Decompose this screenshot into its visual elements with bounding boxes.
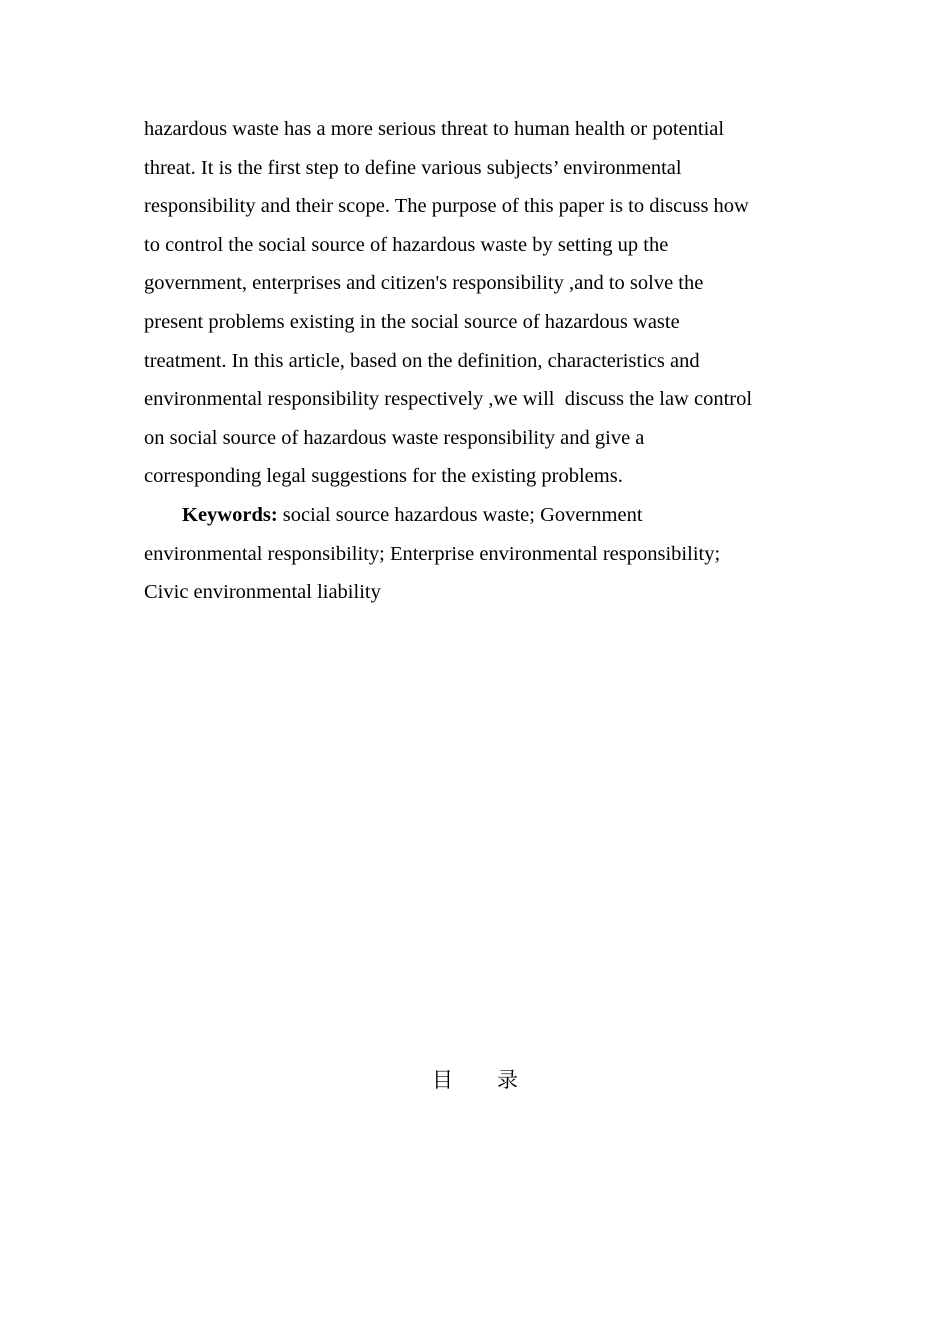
abstract-line: government, enterprises and citizen's responsibility ,and to solve the xyxy=(144,272,704,295)
keywords-line xyxy=(144,496,812,535)
abstract-line: threat. It is the first step to define various subjects’ environmental xyxy=(144,156,682,179)
toc-heading-char: 录 xyxy=(497,1068,518,1092)
abstract-line: environmental responsibility respectively ,we will discuss the law control xyxy=(144,388,753,411)
abstract-line: corresponding legal suggestions for the existing problems. xyxy=(144,465,623,488)
abstract-line: present problems existing in the social source of hazardous waste xyxy=(144,310,680,333)
abstract-line: responsibility and their scope. The purpose of this paper is to discuss how xyxy=(144,195,749,218)
abstract-line: on social source of hazardous waste responsibility and give a xyxy=(144,426,645,449)
toc-heading xyxy=(0,1061,950,1099)
abstract-line: to control the social source of hazardous waste by setting up the xyxy=(144,233,669,256)
toc-heading-char: 目 xyxy=(432,1068,453,1092)
keywords-text: social source hazardous waste; Government xyxy=(277,503,643,526)
keywords-line: environmental responsibility; Enterprise environmental responsibility; xyxy=(144,542,721,565)
keywords-line: Civic environmental liability xyxy=(144,581,381,604)
abstract-line: hazardous waste has a more serious threat to human health or potential xyxy=(144,118,725,140)
abstract-line: treatment. In this article, based on the definition, characteristics and xyxy=(144,349,700,372)
abstract-section xyxy=(144,110,812,612)
keywords-label: Keywords: xyxy=(182,503,278,526)
